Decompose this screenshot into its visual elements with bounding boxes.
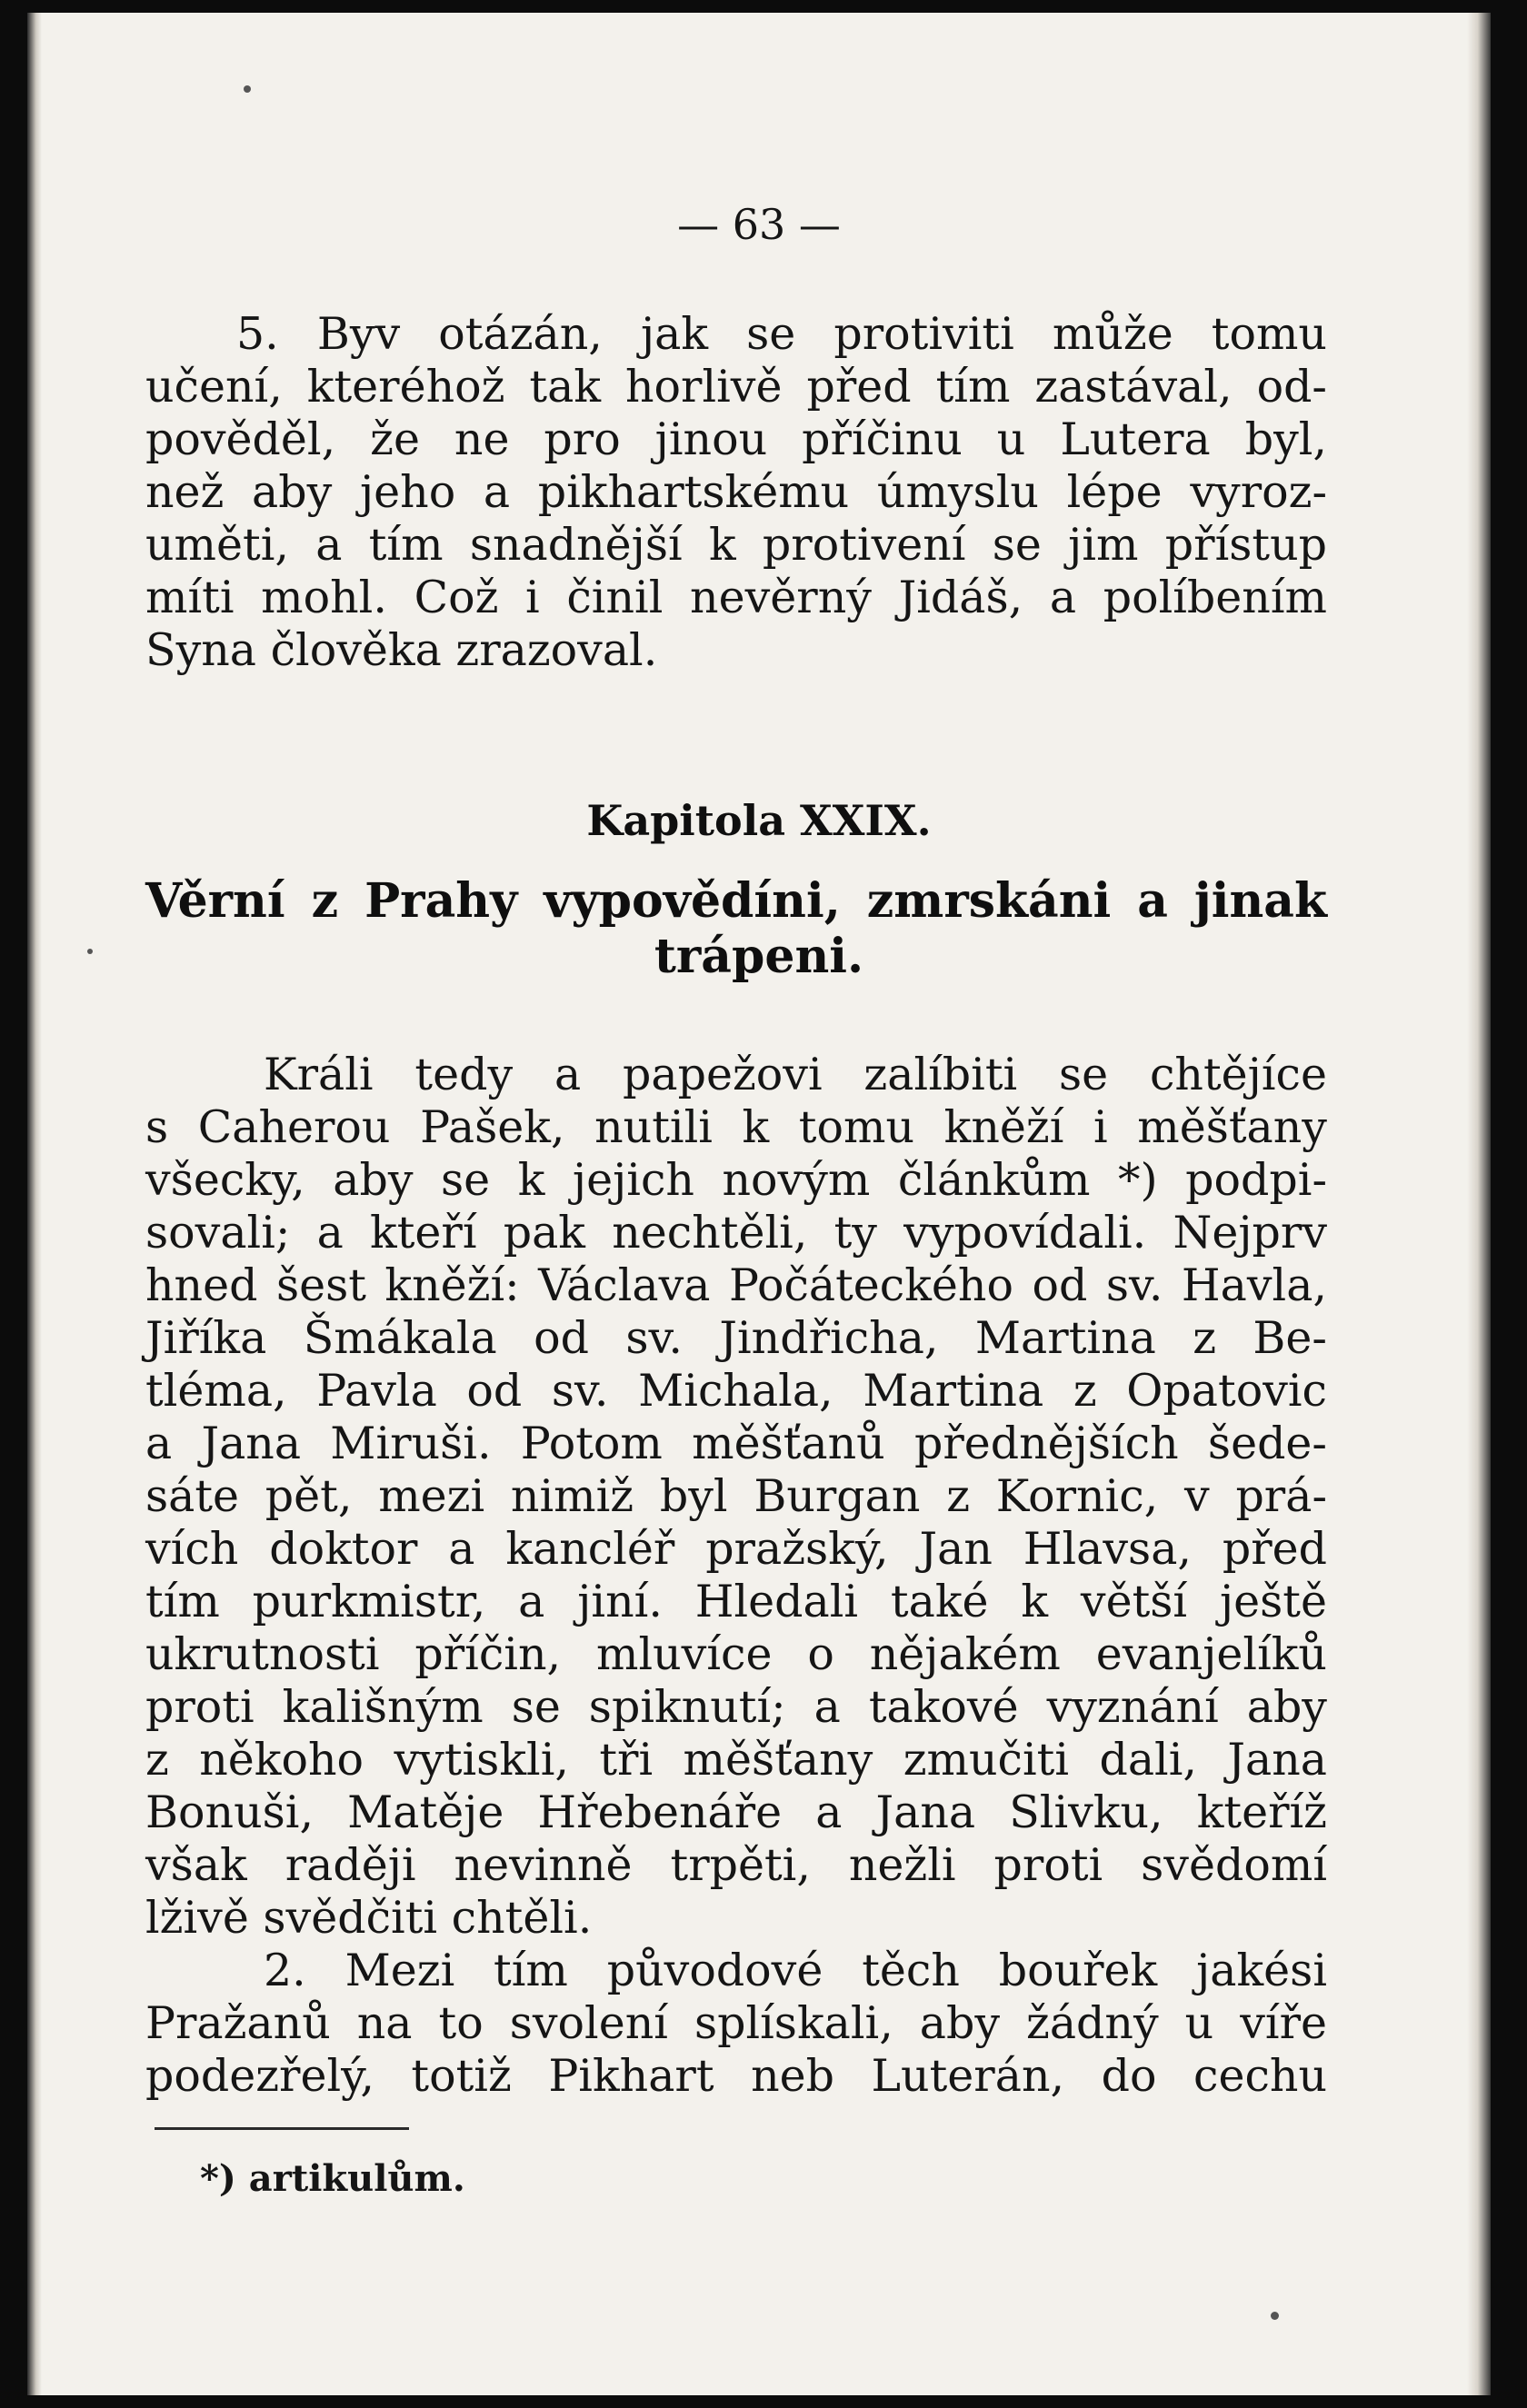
paragraph-1-line-6: Jiříka Šmákala od sv. Jindřicha, Martina z Be- [145, 1312, 1327, 1364]
paragraph-5-line-5: uměti, a tím snadnější k protivení se jim přístup [145, 519, 1327, 571]
paragraph-5-line-2: učení, kteréhož tak horlivě před tím zastával, od- [145, 361, 1327, 413]
paragraph-1-line-11: tím purkmistr, a jiní. Hledali také k větší ještě [145, 1576, 1327, 1627]
paragraph-1-line-17: lživě svědčiti chtěli. [145, 1892, 593, 1944]
paragraph-1-line-5: hned šest kněží: Václava Počáteckého od sv. Havla, [145, 1259, 1327, 1311]
paragraph-1-line-3: všecky, aby se k jejich novým článkům *) podpi- [145, 1154, 1327, 1206]
book-page [27, 13, 1491, 2395]
scan-speck [244, 85, 251, 93]
scan-edge-right [1467, 13, 1491, 2395]
scan-edge-left [27, 13, 42, 2395]
chapter-heading: Kapitola XXIX. [586, 796, 932, 845]
chapter-title-line-1: Věrní z Prahy vypovědíni, zmrskáni a jinak [145, 873, 1327, 929]
paragraph-1-line-16: však raději nevinně trpěti, nežli proti svědomí [145, 1839, 1327, 1891]
paragraph-1-line-15: Bonuši, Matěje Hřebenáře a Jana Slivku, kteříž [145, 1786, 1327, 1838]
chapter-title-line-2: trápeni. [654, 929, 864, 984]
paragraph-1-line-7: tléma, Pavla od sv. Michala, Martina z Opatovic [145, 1365, 1327, 1417]
paragraph-1-line-2: s Caherou Pašek, nutili k tomu kněží i měšťany [145, 1101, 1327, 1153]
paragraph-2-line-3: podezřelý, totiž Pikhart neb Luterán, do cechu [145, 2050, 1327, 2102]
paragraph-1-line-13: proti kališným se spiknutí; a takové vyznání aby [145, 1681, 1327, 1733]
paragraph-1-line-4: sovali; a kteří pak nechtěli, ty vypovídali. Nejprv [145, 1207, 1327, 1259]
paragraph-1-line-10: vích doktor a kancléř pražský, Jan Hlavsa, před [145, 1523, 1327, 1575]
paragraph-2-line-1: 2. Mezi tím původové těch bouřek jakési [264, 1945, 1327, 1996]
page-number: — 63 — [677, 200, 841, 249]
footnote: *) artikulům. [200, 2157, 465, 2200]
paragraph-2-line-2: Pražanů na to svolení splískali, aby žádný u víře [145, 1997, 1327, 2049]
paragraph-5-line-6: míti mohl. Což i činil nevěrný Jidáš, a políbením [145, 572, 1327, 623]
paragraph-5-line-3: pověděl, že ne pro jinou příčinu u Lutera byl, [145, 413, 1327, 465]
paragraph-1-line-8: a Jana Miruši. Potom měšťanů přednějších šede- [145, 1418, 1327, 1469]
scan-speck [1271, 2312, 1279, 2320]
footnote-rule [155, 2127, 409, 2130]
scan-speck [87, 949, 93, 954]
paragraph-1-line-9: sáte pět, mezi nimiž byl Burgan z Kornic, v prá- [145, 1470, 1327, 1522]
paragraph-1-line-1: Králi tedy a papežovi zalíbiti se chtějíce [264, 1049, 1327, 1100]
paragraph-1-line-14: z někoho vytiskli, tři měšťany zmučiti dali, Jana [145, 1734, 1327, 1786]
paragraph-1-line-12: ukrutnosti příčin, mluvíce o nějakém evanjelíků [145, 1628, 1327, 1680]
paragraph-5-line-7: Syna člověka zrazoval. [145, 624, 658, 676]
paragraph-5-line-1: 5. Byv otázán, jak se protiviti může tomu [236, 308, 1327, 360]
paragraph-5-line-4: než aby jeho a pikhartskému úmyslu lépe vyroz- [145, 466, 1327, 518]
